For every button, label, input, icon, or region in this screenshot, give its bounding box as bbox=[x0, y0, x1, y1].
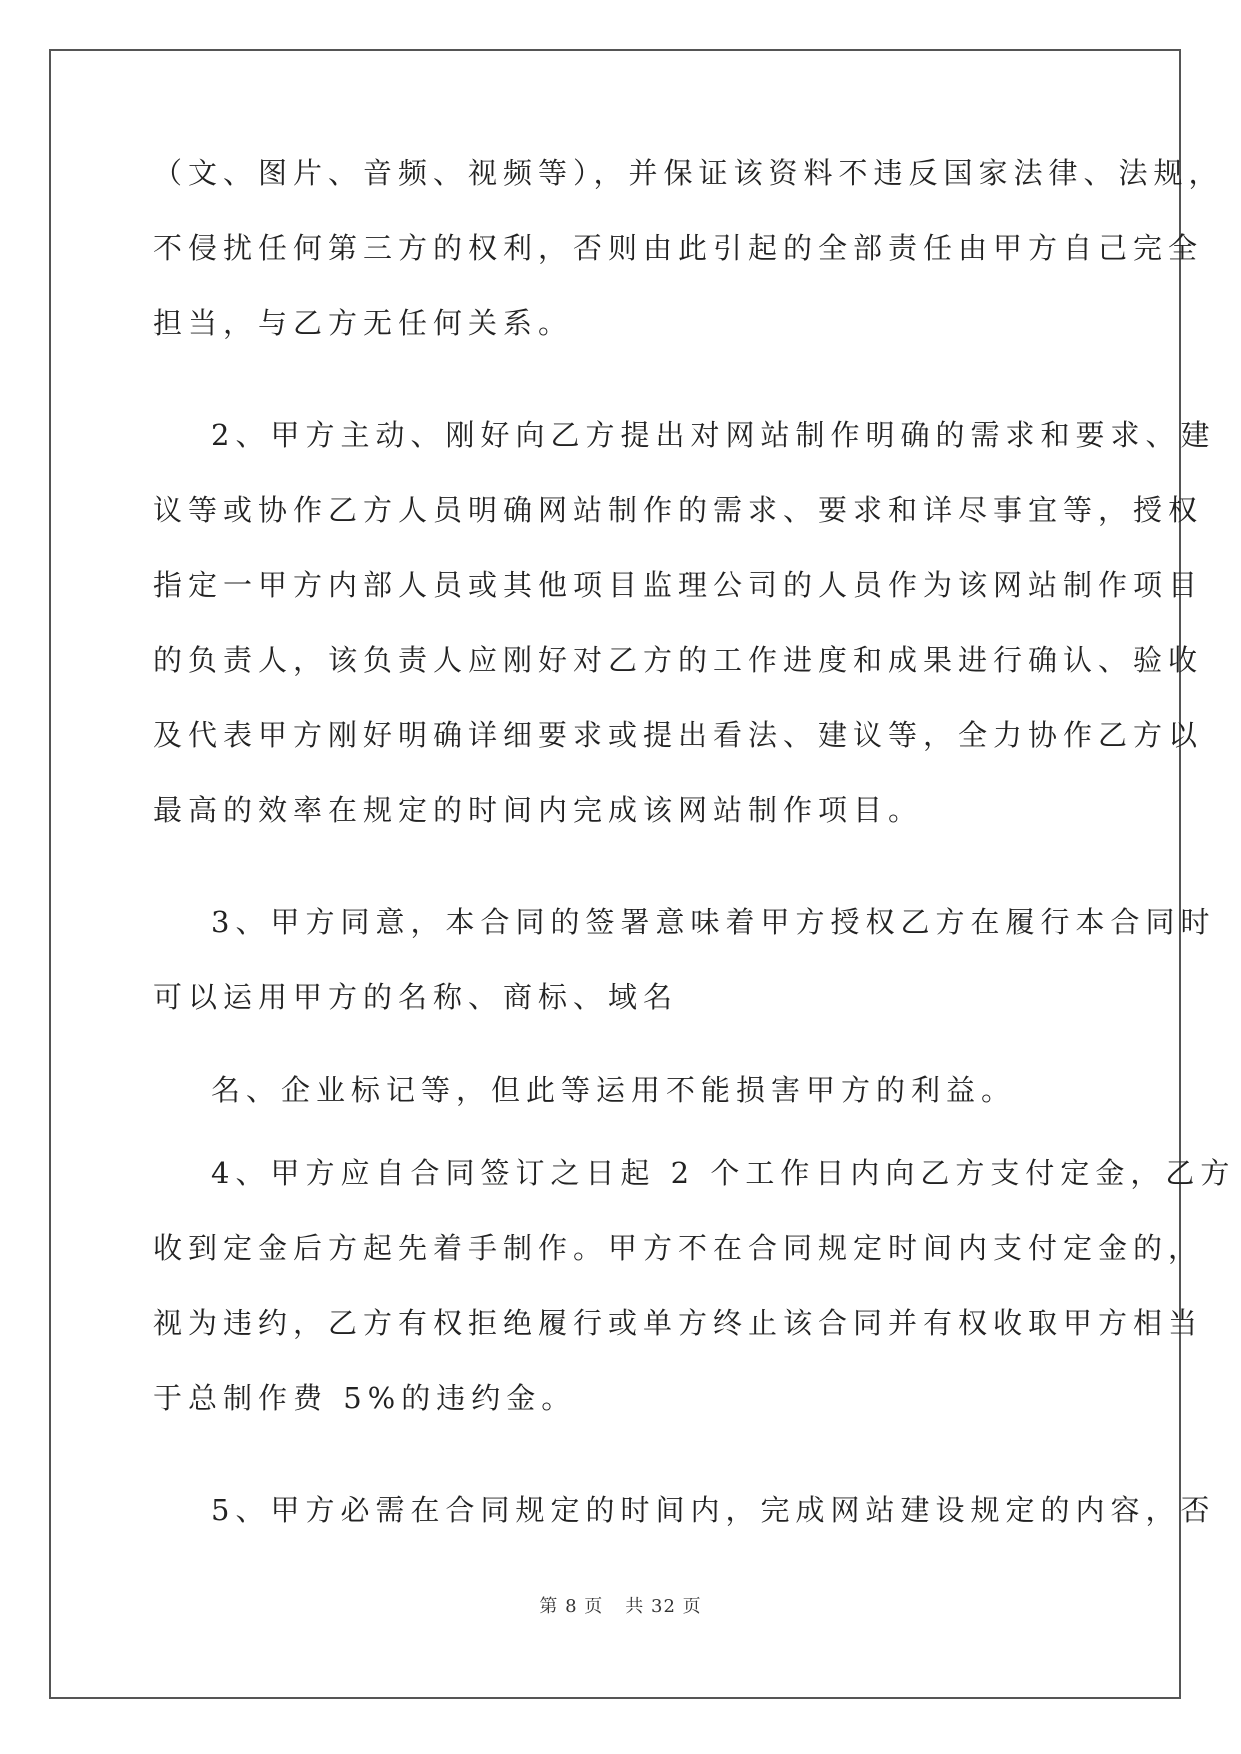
paragraph-line: 5、甲方必需在合同规定的时间内，完成网站建设规定的内容，否 bbox=[211, 1493, 1216, 1527]
paragraph-line: 收到定金后方起先着手制作。甲方不在合同规定时间内支付定金的， bbox=[153, 1231, 1204, 1265]
paragraph-line: 于总制作费 5%的违约金。 bbox=[153, 1381, 577, 1415]
paragraph-line: 名、企业标记等，但此等运用不能损害甲方的利益。 bbox=[211, 1073, 1017, 1107]
paragraph-line: 视为违约，乙方有权拒绝履行或单方终止该合同并有权收取甲方相当 bbox=[153, 1306, 1204, 1340]
page-number: 第 8 页 bbox=[539, 1596, 604, 1617]
paragraph-line: 2、甲方主动、刚好向乙方提出对网站制作明确的需求和要求、建 bbox=[211, 418, 1216, 452]
paragraph-line: 可以运用甲方的名称、商标、域名 bbox=[153, 980, 679, 1014]
paragraph-line: 议等或协作乙方人员明确网站制作的需求、要求和详尽事宜等，授权 bbox=[153, 493, 1204, 527]
paragraph-line: 最高的效率在规定的时间内完成该网站制作项目。 bbox=[153, 793, 924, 827]
page-footer bbox=[0, 1592, 1241, 1618]
paragraph-line: 担当，与乙方无任何关系。 bbox=[153, 306, 574, 340]
paragraph-line: 的负责人，该负责人应刚好对乙方的工作进度和成果进行确认、验收 bbox=[153, 643, 1204, 677]
paragraph-line: 指定一甲方内部人员或其他项目监理公司的人员作为该网站制作项目 bbox=[153, 568, 1204, 602]
paragraph-line: 及代表甲方刚好明确详细要求或提出看法、建议等，全力协作乙方以 bbox=[153, 718, 1204, 752]
paragraph-line: （文、图片、音频、视频等），并保证该资料不违反国家法律、法规， bbox=[153, 156, 1224, 190]
paragraph-line: 3、甲方同意，本合同的签署意味着甲方授权乙方在履行本合同时 bbox=[211, 905, 1216, 939]
paragraph-line: 不侵扰任何第三方的权利，否则由此引起的全部责任由甲方自己完全 bbox=[153, 231, 1204, 265]
paragraph-line: 4、甲方应自合同签订之日起 2 个工作日内向乙方支付定金，乙方 bbox=[211, 1156, 1236, 1190]
page-total: 共 32 页 bbox=[625, 1596, 702, 1617]
page-border bbox=[49, 49, 1236, 1699]
